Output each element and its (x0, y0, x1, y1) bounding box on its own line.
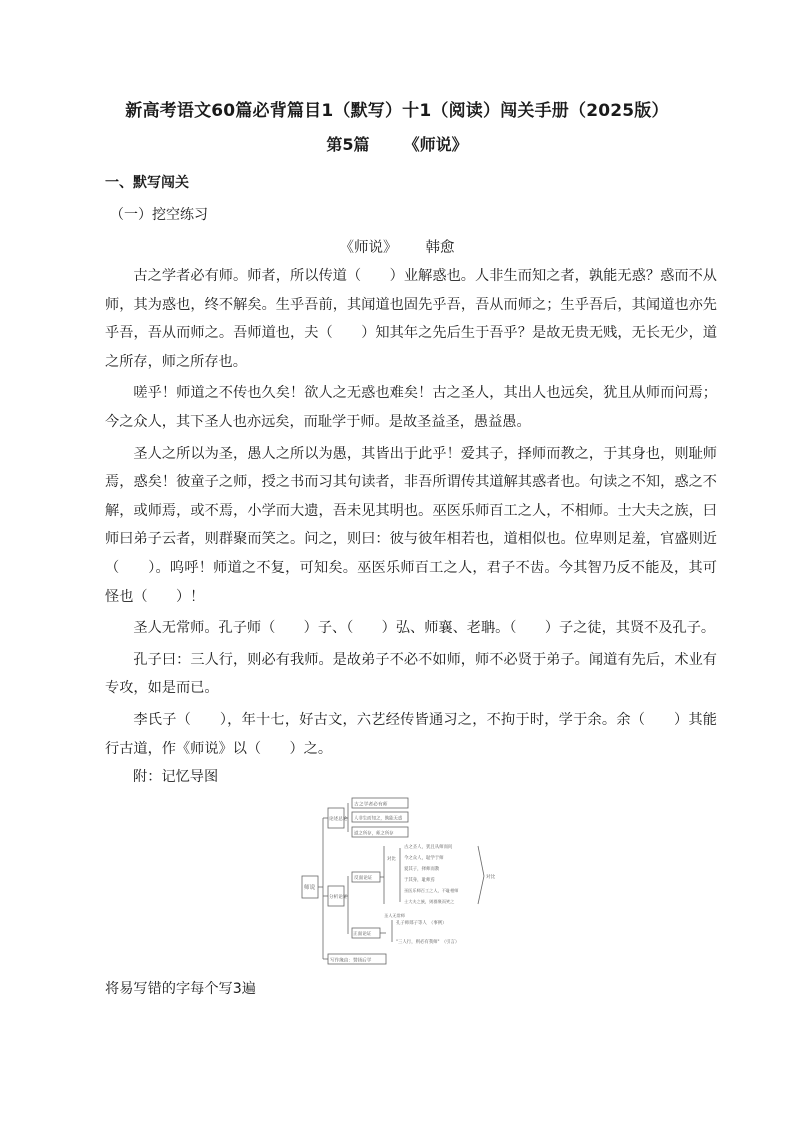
mind-map-leaf: 今之众人，耻学于师 (404, 856, 444, 861)
paragraph: 圣人无常师。孔子师（ ）子、（ ）弘、师襄、老聃。（ ）子之徒，其贤不及孔子。 (133, 620, 716, 637)
paragraph: 孔子曰：三人行，则必有我师。是故弟子不必不如师，师不必贤于弟子。闻道有先后，术业有专攻，如是而已。 (105, 651, 717, 697)
passage-body (105, 262, 717, 766)
mind-map-connector (478, 876, 484, 904)
mind-map-right-label: 对比 (486, 875, 496, 880)
paragraph: 圣人之所以为圣，愚人之所以为愚，其皆出于此乎！爱其子，择师而教之，于其身也，则耻师焉，惑矣！彼童子之师，授之书而习其句读者，非吾所谓传其道解其惑者也。句读之不知，惑之不解，或师焉，或不焉，小学而大遗，吾未见其明也。巫医乐师百工之人，不相师。士大夫之族，曰师曰弟子云者，则群聚而笑之。问之，则曰：彼与彼年相若也，道相似也。位卑则足羞，官盛则近（ ）。呜呼！师道之不复，可知矣。巫医乐师百工之人，君子不齿。今其智乃反不能及，其可怪也（ ）！ (105, 445, 717, 605)
mind-map-leaf: 古之学者必有师 (354, 802, 388, 808)
article-name: 《师说》 (403, 135, 468, 154)
practice-instruction: 将易写错的字每个写3遍 (105, 981, 256, 997)
passage-heading (0, 236, 794, 257)
mind-map-sub-label: 反面论证 (354, 876, 373, 881)
passage-author: 韩愈 (425, 240, 455, 256)
mind-map-connector (478, 846, 484, 876)
mind-map-leaf: 于其身，耻师焉 (404, 878, 435, 883)
mind-map-sub-label: 对比 (387, 857, 396, 862)
mind-map-sub-label: 正面论证 (353, 932, 372, 937)
appendix-label: 附：记忆导图 (133, 769, 219, 785)
mind-map-leaf: 人非生而知之，孰能无惑 (354, 816, 403, 822)
mind-map-leaf: 士大夫之族，则群聚而笑之 (404, 899, 455, 904)
mind-map-leaf: 道之所存，师之所存 (354, 831, 394, 837)
paragraph: 古之学者必有师。师者，所以传道（ ）业解惑也。人非生而知之者，孰能无惑？惑而不从师，其为惑也，终不解矣。生乎吾前，其闻道也固先乎吾，吾从而师之；生乎吾后，其闻道也亦先乎吾，吾从而师之。吾师道也，夫（ ）知其年之先后生于吾乎？是故无贵无贱，无长无少，道之所存，师之所存也。 (105, 268, 717, 370)
document-title: 新高考语文60篇必背篇目1（默写）十1（阅读）闯关手册（2025版） (125, 101, 669, 121)
mind-map-branch-label: 论述总论 (329, 817, 348, 822)
mind-map-leaf: 巫医乐师百工之人，不耻相师 (404, 888, 459, 893)
mind-map-leaf: 孔子师郯子等人 （事例） (396, 921, 447, 926)
mind-map-root: 师说 (304, 885, 316, 891)
article-heading (0, 132, 794, 155)
mind-map-leaf: 爱其子，择师而教 (404, 867, 440, 872)
paragraph: 李氏子（ ），年十七，好古文，六艺经传皆通习之，不拘于时，学于余。余（ ）其能行古道，作《师说》以（ ）之。 (105, 711, 717, 757)
passage-title: 《师说》 (339, 240, 398, 256)
article-number: 第5篇 (326, 135, 370, 154)
mind-map-branch-label: 写作缘由：赞扬后学 (330, 958, 372, 964)
mind-map-sub-label: 圣人无常师 (384, 913, 405, 918)
paragraph: 嗟乎！师道之不传也久矣！欲人之无惑也难矣！古之圣人，其出人也远矣，犹且从师而问焉；今之众人，其下圣人也亦远矣，而耻学于师。是故圣益圣，愚益愚。 (105, 385, 717, 430)
subsection-heading-fill-blank: （一）挖空练习 (110, 207, 208, 223)
mind-map-leaf: 古之圣人，犹且从师而问 (404, 845, 453, 850)
section-heading-dictation: 一、默写闯关 (105, 175, 189, 191)
mind-map-leaf: "三人行，则必有我师" （引言） (396, 940, 460, 945)
mind-map-branch-label: 分析论证 (329, 895, 348, 900)
memory-mind-map (300, 796, 526, 968)
